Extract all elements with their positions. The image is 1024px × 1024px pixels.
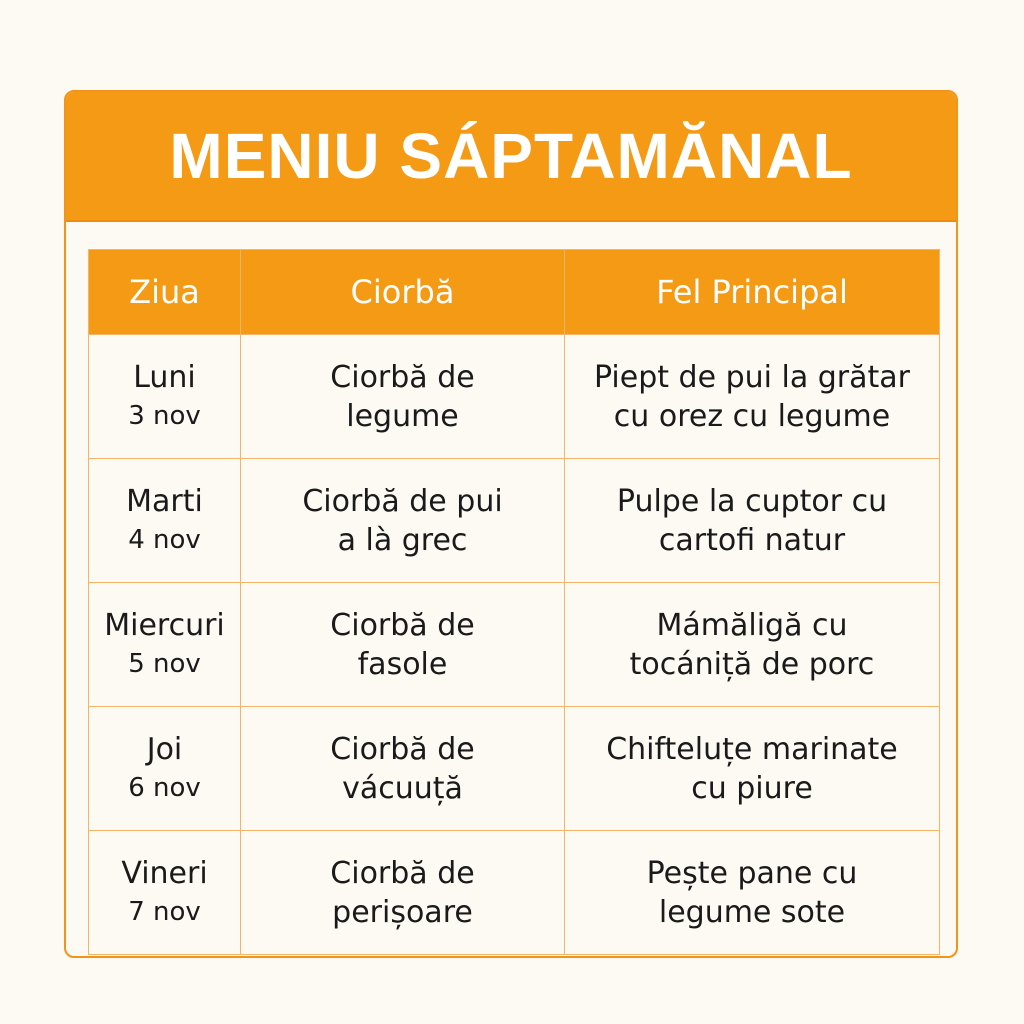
day-name: Marti [126,483,203,519]
day-date: 5 nov [128,648,201,679]
table-row [89,335,940,459]
soup-line: perișoare [332,894,473,930]
table-row [89,583,940,707]
day-date: 6 nov [128,772,201,803]
day-date: 4 nov [128,524,201,555]
header-main-course: Fel Principal [565,250,940,335]
day-date: 7 nov [128,896,201,927]
soup-line: Ciorbă de [330,855,475,891]
soup-cell [241,707,565,831]
soup-cell [241,831,565,955]
soup-line: legume [346,398,459,434]
main-course-cell [565,335,940,459]
title-banner [66,92,956,222]
table-row [89,707,940,831]
main-course-line: tocániță de porc [629,646,875,682]
day-cell [89,583,241,707]
day-name: Vineri [121,855,208,891]
header-day: Ziua [89,250,241,335]
main-course-cell [565,459,940,583]
main-course-line: Mámăligă cu [656,607,848,643]
main-course-line: Pulpe la cuptor cu [616,483,888,519]
day-cell [89,831,241,955]
main-course-line: cu piure [691,770,813,806]
main-course-line: legume sote [658,894,846,930]
main-course-cell [565,707,940,831]
soup-cell [241,583,565,707]
day-name: Miercuri [104,607,225,643]
menu-table [88,249,940,955]
page-title: MENIU SÁPTAMĂNAL [169,120,853,192]
header-soup: Ciorbă [241,250,565,335]
soup-line: Ciorbă de [330,731,475,767]
soup-line: a là grec [337,522,468,558]
soup-cell [241,335,565,459]
soup-line: Ciorbă de [330,607,475,643]
table-row [89,459,940,583]
soup-line: Ciorbă de pui [302,483,503,519]
menu-card [64,90,958,958]
day-name: Joi [146,731,183,767]
soup-line: Ciorbă de [330,359,475,395]
main-course-line: Piept de pui la grătar [593,359,911,395]
soup-line: vácuuță [342,770,463,806]
main-course-line: cartofi natur [658,522,846,558]
day-cell [89,335,241,459]
main-course-line: Pește pane cu [646,855,858,891]
soup-line: fasole [357,646,448,682]
main-course-cell [565,583,940,707]
day-name: Luni [133,359,196,395]
main-course-cell [565,831,940,955]
day-date: 3 nov [128,400,201,431]
table-row [89,831,940,955]
soup-cell [241,459,565,583]
main-course-line: cu orez cu legume [613,398,891,434]
day-cell [89,459,241,583]
table-header-row [89,250,940,335]
main-course-line: Chifteluțe marinate [606,731,898,767]
day-cell [89,707,241,831]
